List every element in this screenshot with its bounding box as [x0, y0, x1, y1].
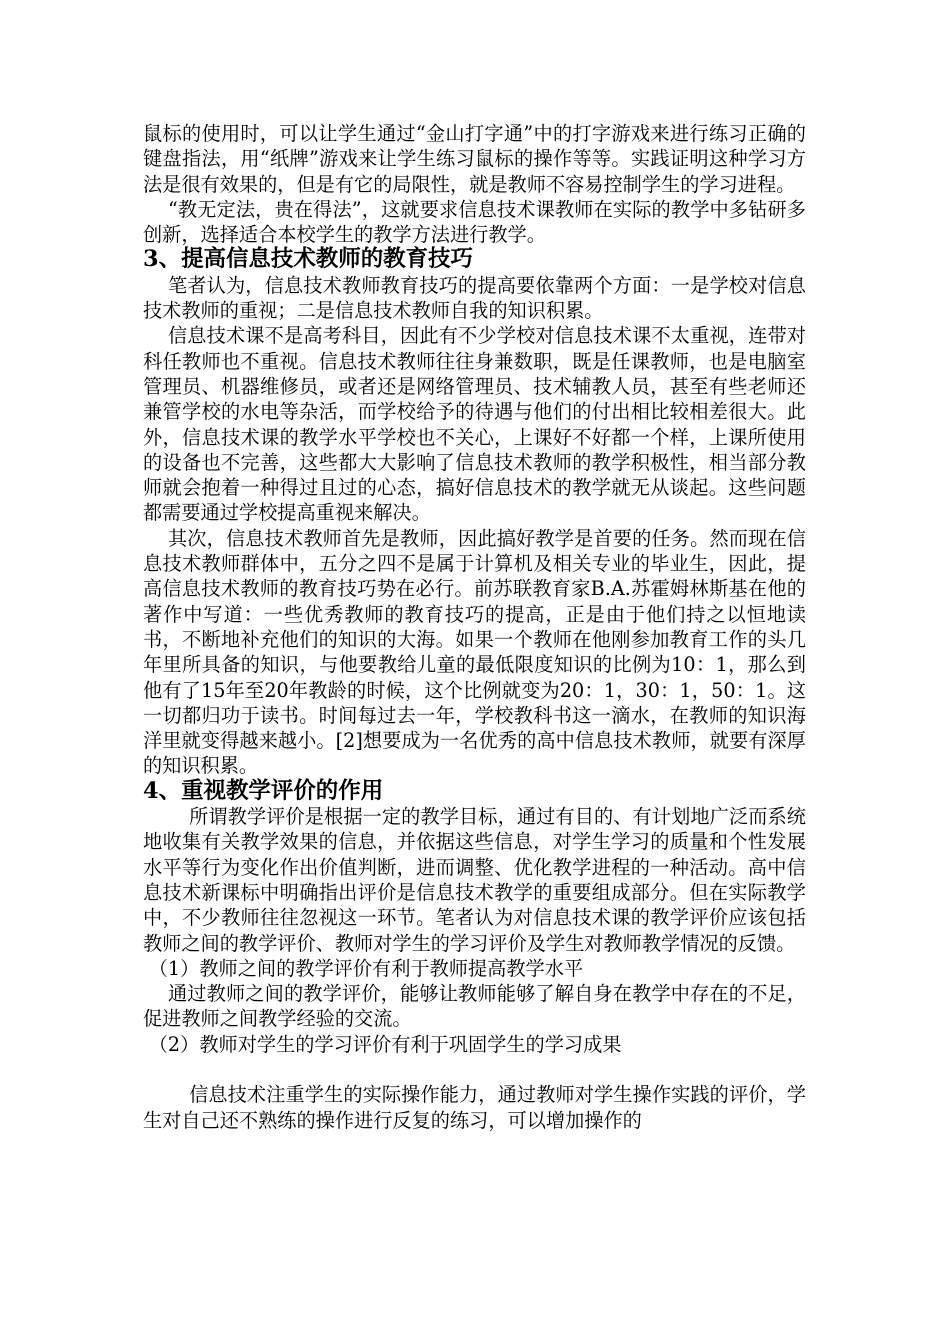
subheading-teacher-evaluation: （1）教师之间的教学评价有利于教师提高教学水平	[148, 956, 584, 980]
paragraph-mouse-practice: 鼠标的使用时，可以让学生通过“金山打字通”中的打字游戏来进行练习正确的键盘指法，用“纸牌”游戏来让学生练习鼠标的操作等等。实践证明这种学习方法是很有效果的，但是有它的局限性，就是教师不容易控制学生的学习进程。	[143, 122, 806, 196]
paragraph-school-attention: 信息技术课不是高考科目，因此有不少学校对信息技术课不太重视，连带对科任教师也不重视。信息技术教师往往身兼数职，既是任课教师，也是电脑室管理员、机器维修员，或者还是网络管理员、技术辅教人员，甚至有些老师还兼管学校的水电等杂活，而学校给予的待遇与他们的付出相比较相差很大。此外，信息技术课的教学水平学校也不关心，上课好不好都一个样，上课所使用的设备也不完善，这些都大大影响了信息技术教师的教学积极性，相当部分教师就会抱着一种得过且过的心态，搞好信息技术的教学就无从谈起。这些问题都需要通过学校提高重视来解决。	[143, 324, 806, 525]
document-page	[143, 121, 806, 1133]
paragraph-knowledge-accumulation: 其次，信息技术教师首先是教师，因此搞好教学是首要的任务。然而现在信息技术教师群体中，五分之四不是属于计算机及相关专业的毕业生，因此，提高信息技术教师的教育技巧势在必行。前苏联教育家B.A.苏霍姆林斯基在他的著作中写道：一些优秀教师的教育技巧的提高，正是由于他们持之以恒地读书，不断地补充他们的知识的大海。如果一个教师在他刚参加教育工作的头几年里所具备的知识，与他要教给儿童的最低限度知识的比例为10：1，那么到他有了15年至20年教龄的时候，这个比例就变为20：1，30：1，50：1。这一切都归功于读书。时间每过去一年，学校教科书这一滴水，在教师的知识海洋里就变得越来越小。[2]想要成为一名优秀的高中信息技术教师，就要有深厚的知识积累。	[143, 526, 806, 778]
paragraph-practical-skills: 信息技术注重学生的实际操作能力，通过教师对学生操作实践的评价，学生对自己还不熟练的操作进行反复的练习，可以增加操作的	[143, 1083, 806, 1132]
paragraph-two-aspects: 笔者认为，信息技术教师教育技巧的提高要依靠两个方面：一是学校对信息技术教师的重视；二是信息技术教师自我的知识积累。	[143, 273, 806, 323]
heading-section-4: 4、重视教学评价的作用	[143, 777, 384, 804]
paragraph-no-fixed-method: “教无定法，贵在得法”，这就要求信息技术课教师在实际的教学中多钻研多创新，选择适合本校学生的教学方法进行教学。	[143, 197, 806, 247]
paragraph-teacher-exchange: 通过教师之间的教学评价，能够让教师能够了解自身在教学中存在的不足，促进教师之间教学经验的交流。	[143, 982, 806, 1031]
blank-line	[143, 1057, 806, 1082]
heading-section-3: 3、提高信息技术教师的教育技巧	[143, 246, 473, 273]
subheading-student-evaluation: （2）教师对学生的学习评价有利于巩固学生的学习成果	[148, 1032, 622, 1056]
paragraph-teaching-evaluation: 所谓教学评价是根据一定的教学目标，通过有目的、有计划地广泛而系统地收集有关教学效果的信息，并依据这些信息，对学生学习的质量和个性发展水平等行为变化作出价值判断，进而调整、优化教学进程的一种活动。高中信息技术新课标中明确指出评价是信息技术教学的重要组成部分。但在实际教学中，不少教师往往忽视这一环节。笔者认为对信息技术课的教学评价应该包括教师之间的教学评价、教师对学生的学习评价及学生对教师教学情况的反馈。	[143, 805, 806, 955]
